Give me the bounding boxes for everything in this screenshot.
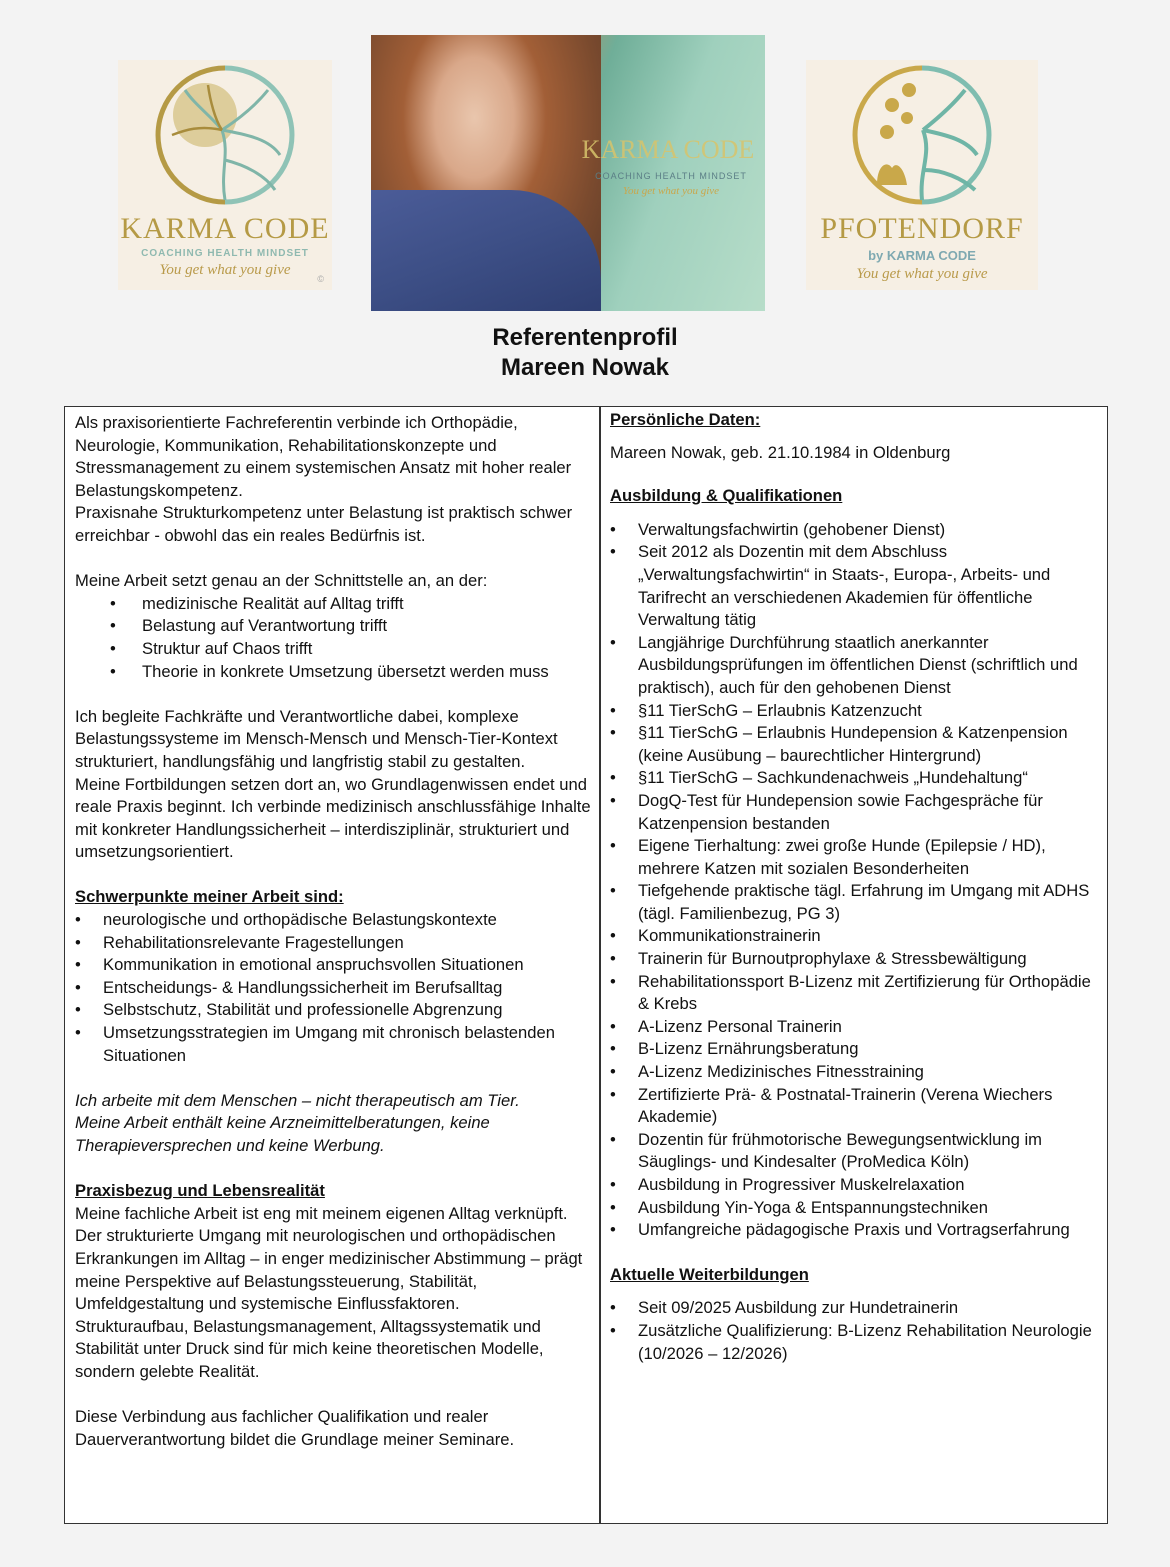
column-divider — [599, 407, 601, 1523]
closing-paragraph: Diese Verbindung aus fachlicher Qualifikation und realer Dauerverantwortung bildet die Grundlage meiner Seminare. — [75, 1407, 515, 1449]
qualifications-heading: Ausbildung & Qualifikationen — [610, 486, 843, 506]
list-item: • Langjährige Durchführung staatlich anerkannter Ausbildungsprüfungen im öffentlichen Dienst (schriftlich und praktisch), auch für den gehobenen Dienst — [610, 632, 1100, 700]
profile-photo — [371, 35, 765, 311]
focus-heading: Schwerpunkte meiner Arbeit sind: — [75, 887, 344, 907]
right-column — [610, 409, 1100, 1365]
list-item: • Ausbildung in Progressiver Muskelrelaxation — [610, 1174, 1100, 1197]
list-item: • §11 TierSchG – Sachkundenachweis „Hundehaltung“ — [610, 767, 1100, 790]
logo-brand-name: PFOTENDORF — [820, 212, 1024, 245]
list-item: • DogQ-Test für Hundepension sowie Fachgespräche für Katzenpension bestanden — [610, 790, 1100, 835]
left-column — [75, 412, 591, 1451]
list-item: • A-Lizenz Medizinisches Fitnesstraining — [610, 1061, 1100, 1084]
practice-heading: Praxisbezug und Lebensrealität — [75, 1181, 325, 1201]
training-heading: Aktuelle Weiterbildungen — [610, 1264, 809, 1284]
logo-subtitle: by KARMA CODE — [868, 248, 976, 263]
interface-lead: Meine Arbeit setzt genau an der Schnittstelle an, an der: — [75, 571, 488, 591]
list-item: • B-Lizenz Ernährungsberatung — [610, 1038, 1100, 1061]
list-item: • Dozentin für frühmotorische Bewegungsentwicklung im Säuglings- und Kindesalter (ProMedica Köln) — [610, 1129, 1100, 1174]
personal-data-heading: Persönliche Daten: — [610, 410, 761, 429]
disclaimer-text: Meine Arbeit enthält keine Arzneimittelberatungen, keine Therapieversprechen und keine Werbung. — [75, 1113, 490, 1155]
list-item: • Umsetzungsstrategien im Umgang mit chronisch belastenden Situationen — [75, 1022, 591, 1067]
support-paragraph: Meine Fortbildungen setzen dort an, wo Grundlagenwissen endet und reale Praxis beginnt. Ich verbinde medizinisch anschlussfähige Inhalte mit konkreter Handlungssicherheit – interdisziplinär, strukturiert und umsetzungsorientiert. — [75, 774, 591, 862]
logo-tagline: You get what you give — [856, 266, 988, 282]
list-item: • Seit 09/2025 Ausbildung zur Hundetrainerin — [610, 1297, 1100, 1320]
interface-list — [75, 593, 591, 683]
list-item: • Struktur auf Chaos trifft — [75, 638, 591, 661]
list-item: • Seit 2012 als Dozentin mit dem Abschluss „Verwaltungsfachwirtin“ in Staats-, Europa-, Arbeits- und Tarifrecht an verschiedenen Akademien für öffentliche Verwaltung tätig — [610, 541, 1100, 631]
list-item: • Belastung auf Verantwortung trifft — [75, 615, 591, 638]
logo-subtitle: COACHING HEALTH MINDSET — [141, 248, 309, 259]
photo-tagline: You get what you give — [622, 185, 720, 197]
list-item: • §11 TierSchG – Erlaubnis Katzenzucht — [610, 700, 1100, 723]
list-item: • Eigene Tierhaltung: zwei große Hunde (Epilepsie / HD), mehrere Katzen mit sozialen Besonderheiten — [610, 835, 1100, 880]
list-item: • Entscheidungs- & Handlungssicherheit im Berufsalltag — [75, 977, 591, 1000]
list-item: • Selbstschutz, Stabilität und professionelle Abgrenzung — [75, 999, 591, 1022]
list-item: • Kommunikation in emotional anspruchsvollen Situationen — [75, 954, 591, 977]
logo-brand-name: KARMA CODE — [120, 212, 330, 245]
list-item: • medizinische Realität auf Alltag trifft — [75, 593, 591, 616]
list-item: • Rehabilitationssport B-Lizenz mit Zertifizierung für Orthopädie & Krebs — [610, 971, 1100, 1016]
speaker-name: Mareen Nowak — [500, 354, 670, 381]
list-item: • Tiefgehende praktische tägl. Erfahrung im Umgang mit ADHS (tägl. Familienbezug, PG 3) — [610, 880, 1100, 925]
list-item: • neurologische und orthopädische Belastungskontexte — [75, 909, 591, 932]
personal-data-text: Mareen Nowak, geb. 21.10.1984 in Oldenburg — [610, 442, 951, 462]
focus-list — [75, 909, 591, 1067]
practice-paragraph: Strukturaufbau, Belastungsmanagement, Alltagssystematik und Stabilität unter Druck sind für mich keine theoretischen Modelle, sondern gelebte Realität. — [75, 1316, 544, 1381]
photo-subtitle: COACHING HEALTH MINDSET — [595, 171, 747, 181]
support-paragraph: Ich begleite Fachkräfte und Verantwortliche dabei, komplexe Belastungssysteme im Mensch-Mensch und Mensch-Tier-Kontext strukturiert, handlungsfähig und langfristig stabil zu gestalten. — [75, 706, 558, 771]
list-item: • Zertifizierte Prä- & Postnatal-Trainerin (Verena Wiechers Akademie) — [610, 1084, 1100, 1129]
qualifications-list — [610, 519, 1100, 1242]
profile-table — [64, 406, 1108, 1524]
intro-paragraph: Als praxisorientierte Fachreferentin verbinde ich Orthopädie, Neurologie, Kommunikation, Rehabilitationskonzepte und Stressmanagement zu einem systemischen Ansatz mit hoher realer Belastungskompetenz. — [75, 413, 572, 500]
list-item: • Rehabilitationsrelevante Fragestellungen — [75, 932, 591, 955]
karma-code-logo — [118, 60, 332, 290]
list-item: • Umfangreiche pädagogische Praxis und Vortragserfahrung — [610, 1219, 1100, 1242]
disclaimer-text: Ich arbeite mit dem Menschen – nicht therapeutisch am Tier. — [75, 1090, 520, 1110]
copyright-icon: © — [317, 274, 324, 284]
list-item: • A-Lizenz Personal Trainerin — [610, 1016, 1100, 1039]
training-list — [610, 1297, 1100, 1365]
paw-tree-icon — [847, 60, 997, 210]
list-item: • Zusätzliche Qualifizierung: B-Lizenz Rehabilitation Neurologie (10/2026 – 12/2026) — [610, 1320, 1100, 1365]
tree-of-life-icon — [150, 60, 300, 210]
document-title: Referentenprofil — [492, 324, 678, 351]
pfotendorf-logo — [806, 60, 1038, 290]
logo-tagline: You get what you give — [159, 262, 291, 278]
list-item: • Kommunikationstrainerin — [610, 925, 1100, 948]
list-item: • Trainerin für Burnoutprophylaxe & Stressbewältigung — [610, 948, 1100, 971]
practice-paragraph: Meine fachliche Arbeit ist eng mit meinem eigenen Alltag verknüpft. Der strukturierte Umgang mit neurologischen und orthopädischen Erkrankungen im Alltag – in enger medizinischer Abstimmung – prägt meine Perspektive auf Belastungssteuerung, Stabilität, Umfeldgestaltung und systemische Einflussfaktoren. — [75, 1203, 583, 1314]
intro-paragraph: Praxisnahe Strukturkompetenz unter Belastung ist praktisch schwer erreichbar - obwohl das ein reales Bedürfnis ist. — [75, 503, 573, 545]
list-item: • Ausbildung Yin-Yoga & Entspannungstechniken — [610, 1197, 1100, 1220]
photo-brand-name: KARMA CODE — [581, 135, 755, 164]
list-item: • §11 TierSchG – Erlaubnis Hundepension & Katzenpension (keine Ausübung – baurechtlicher Hintergrund) — [610, 722, 1100, 767]
list-item: • Theorie in konkrete Umsetzung übersetzt werden muss — [75, 661, 591, 684]
list-item: • Verwaltungsfachwirtin (gehobener Dienst) — [610, 519, 1100, 542]
